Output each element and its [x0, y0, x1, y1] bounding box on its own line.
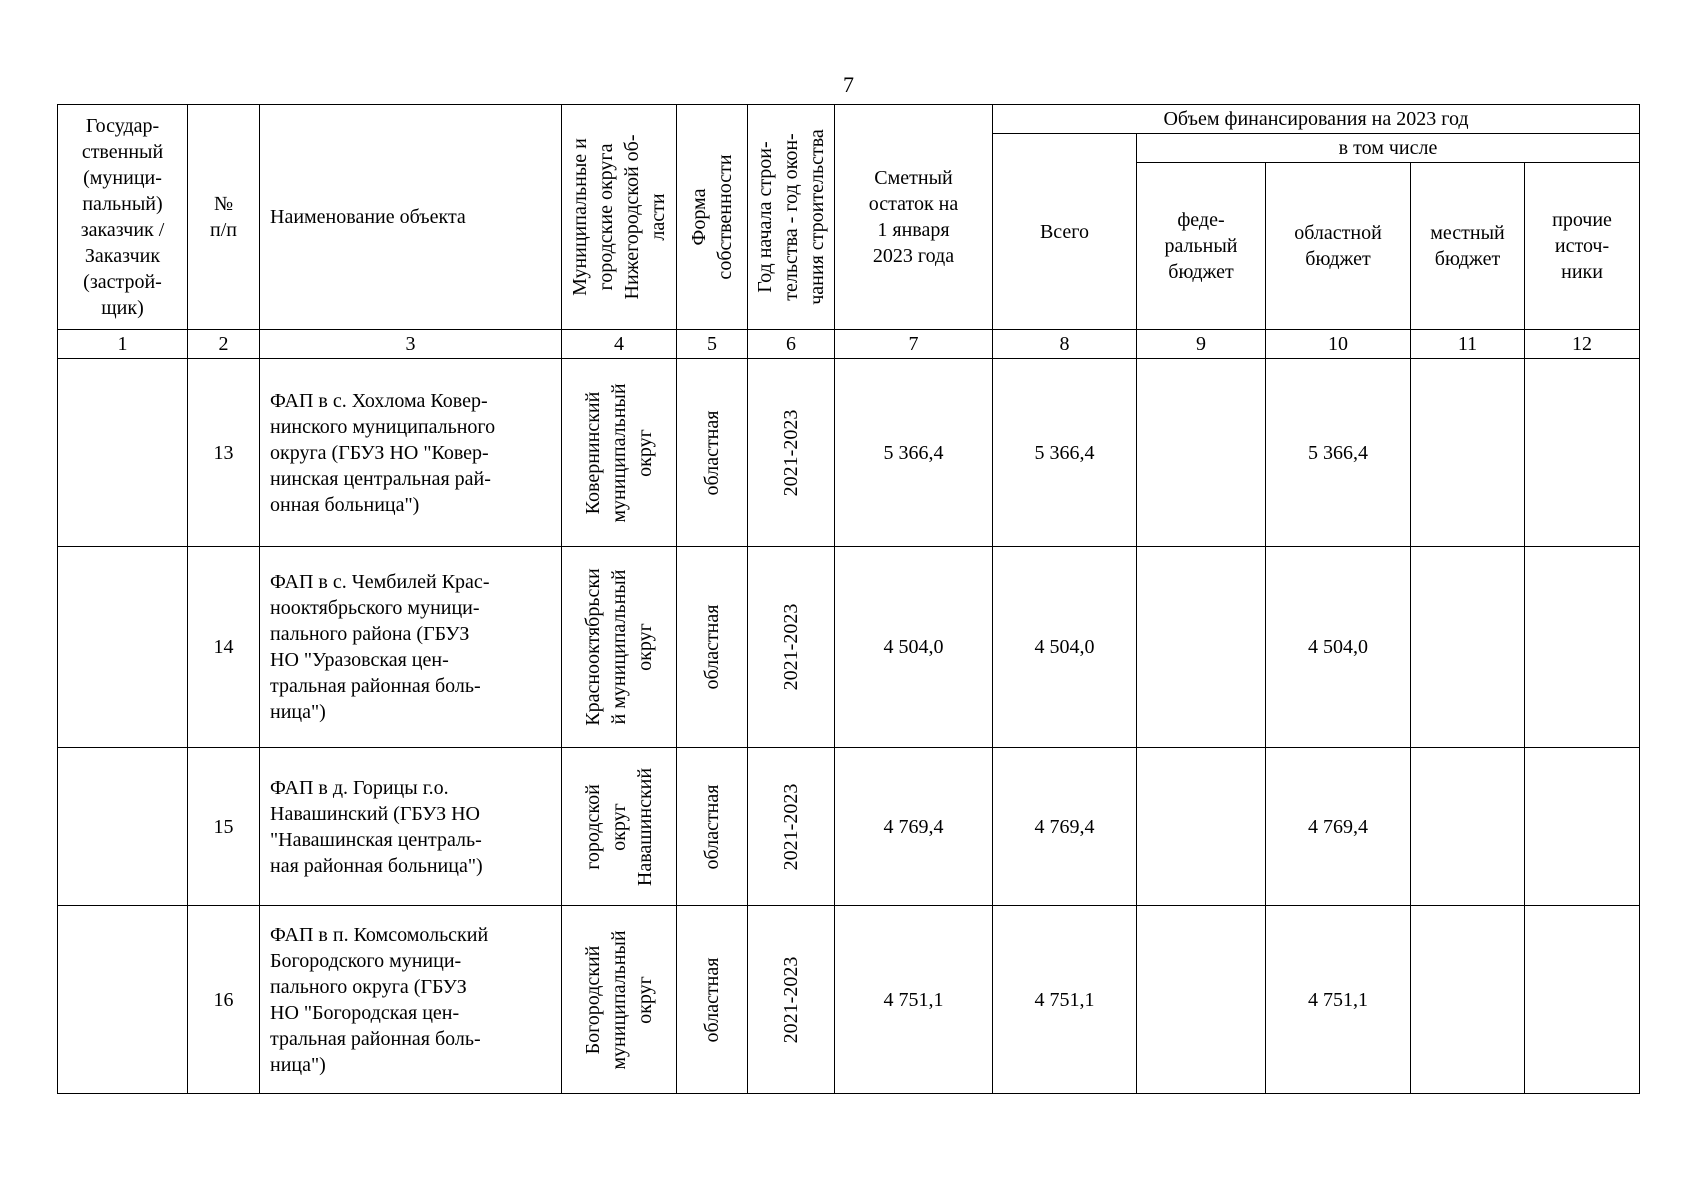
cell-other	[1525, 906, 1640, 1094]
column-numbers-row	[58, 330, 1640, 359]
financing-table	[57, 104, 1640, 1094]
cell-local	[1411, 359, 1525, 547]
column-number: 10	[1266, 330, 1411, 359]
header-other: прочие источ- ники	[1525, 163, 1640, 330]
table-row	[58, 748, 1640, 906]
cell-other	[1525, 547, 1640, 748]
cell-other	[1525, 748, 1640, 906]
header-number: № п/п	[188, 105, 260, 330]
header-row-1	[58, 105, 1640, 134]
cell-number: 15	[188, 748, 260, 906]
cell-years: 2021-2023	[748, 359, 835, 547]
cell-district: Ковернинский муниципальный округ	[562, 359, 677, 547]
cell-years: 2021-2023	[748, 547, 835, 748]
cell-ownership: областная	[677, 906, 748, 1094]
header-financing-group: Объем финансирования на 2023 год	[993, 105, 1640, 134]
column-number: 7	[835, 330, 993, 359]
column-number: 6	[748, 330, 835, 359]
cell-federal	[1137, 906, 1266, 1094]
cell-local	[1411, 906, 1525, 1094]
table-row	[58, 547, 1640, 748]
cell-district: городской округ Навашинский	[562, 748, 677, 906]
cell-regional: 5 366,4	[1266, 359, 1411, 547]
cell-number: 16	[188, 906, 260, 1094]
column-number: 4	[562, 330, 677, 359]
header-district: Муниципальные и городские округа Нижегородской об- ласти	[562, 105, 677, 330]
cell-years: 2021-2023	[748, 906, 835, 1094]
cell-ownership: областная	[677, 748, 748, 906]
cell-regional: 4 769,4	[1266, 748, 1411, 906]
cell-object-name: ФАП в с. Чембилей Крас- нооктябрьского муници- пального района (ГБУЗ НО "Уразовская цен- тральная районная боль- ница")	[260, 547, 562, 748]
cell-federal	[1137, 748, 1266, 906]
cell-other	[1525, 359, 1640, 547]
page-number: 7	[843, 72, 854, 97]
cell-customer	[58, 748, 188, 906]
cell-total: 5 366,4	[993, 359, 1137, 547]
column-number: 12	[1525, 330, 1640, 359]
cell-object-name: ФАП в д. Горицы г.о. Навашинский (ГБУЗ НО "Навашинская централь- ная районная больница")	[260, 748, 562, 906]
cell-years: 2021-2023	[748, 748, 835, 906]
cell-district: Краснооктябрьски й муниципальный округ	[562, 547, 677, 748]
table-row	[58, 906, 1640, 1094]
column-number: 9	[1137, 330, 1266, 359]
header-federal: феде- ральный бюджет	[1137, 163, 1266, 330]
cell-total: 4 504,0	[993, 547, 1137, 748]
header-object-name: Наименование объекта	[260, 105, 562, 330]
cell-object-name: ФАП в с. Хохлома Ковер- нинского муниципального округа (ГБУЗ НО "Ковер- нинская центральная рай- онная больница")	[260, 359, 562, 547]
column-number: 8	[993, 330, 1137, 359]
cell-federal	[1137, 359, 1266, 547]
cell-remainder: 4 504,0	[835, 547, 993, 748]
cell-ownership: областная	[677, 359, 748, 547]
table-row	[58, 359, 1640, 547]
header-years: Год начала строи- тельства - год окон- чания строительства	[748, 105, 835, 330]
header-regional: областной бюджет	[1266, 163, 1411, 330]
header-ownership: Форма собственности	[677, 105, 748, 330]
cell-remainder: 4 751,1	[835, 906, 993, 1094]
cell-number: 13	[188, 359, 260, 547]
cell-customer	[58, 906, 188, 1094]
column-number: 11	[1411, 330, 1525, 359]
cell-remainder: 4 769,4	[835, 748, 993, 906]
column-number: 1	[58, 330, 188, 359]
cell-object-name: ФАП в п. Комсомольский Богородского муници- пального округа (ГБУЗ НО "Богородская цен- тральная районная боль- ница")	[260, 906, 562, 1094]
cell-total: 4 769,4	[993, 748, 1137, 906]
cell-district: Богородский муниципальный округ	[562, 906, 677, 1094]
cell-total: 4 751,1	[993, 906, 1137, 1094]
cell-customer	[58, 547, 188, 748]
cell-federal	[1137, 547, 1266, 748]
cell-remainder: 5 366,4	[835, 359, 993, 547]
cell-local	[1411, 748, 1525, 906]
cell-ownership: областная	[677, 547, 748, 748]
cell-regional: 4 751,1	[1266, 906, 1411, 1094]
header-customer: Государ- ственный (муници- пальный) заказчик / Заказчик (застрой- щик)	[58, 105, 188, 330]
header-including-group: в том числе	[1137, 134, 1640, 163]
header-remainder: Сметный остаток на 1 января 2023 года	[835, 105, 993, 330]
cell-customer	[58, 359, 188, 547]
cell-local	[1411, 547, 1525, 748]
cell-regional: 4 504,0	[1266, 547, 1411, 748]
column-number: 3	[260, 330, 562, 359]
cell-number: 14	[188, 547, 260, 748]
header-local: местный бюджет	[1411, 163, 1525, 330]
header-total: Всего	[993, 134, 1137, 330]
column-number: 2	[188, 330, 260, 359]
column-number: 5	[677, 330, 748, 359]
